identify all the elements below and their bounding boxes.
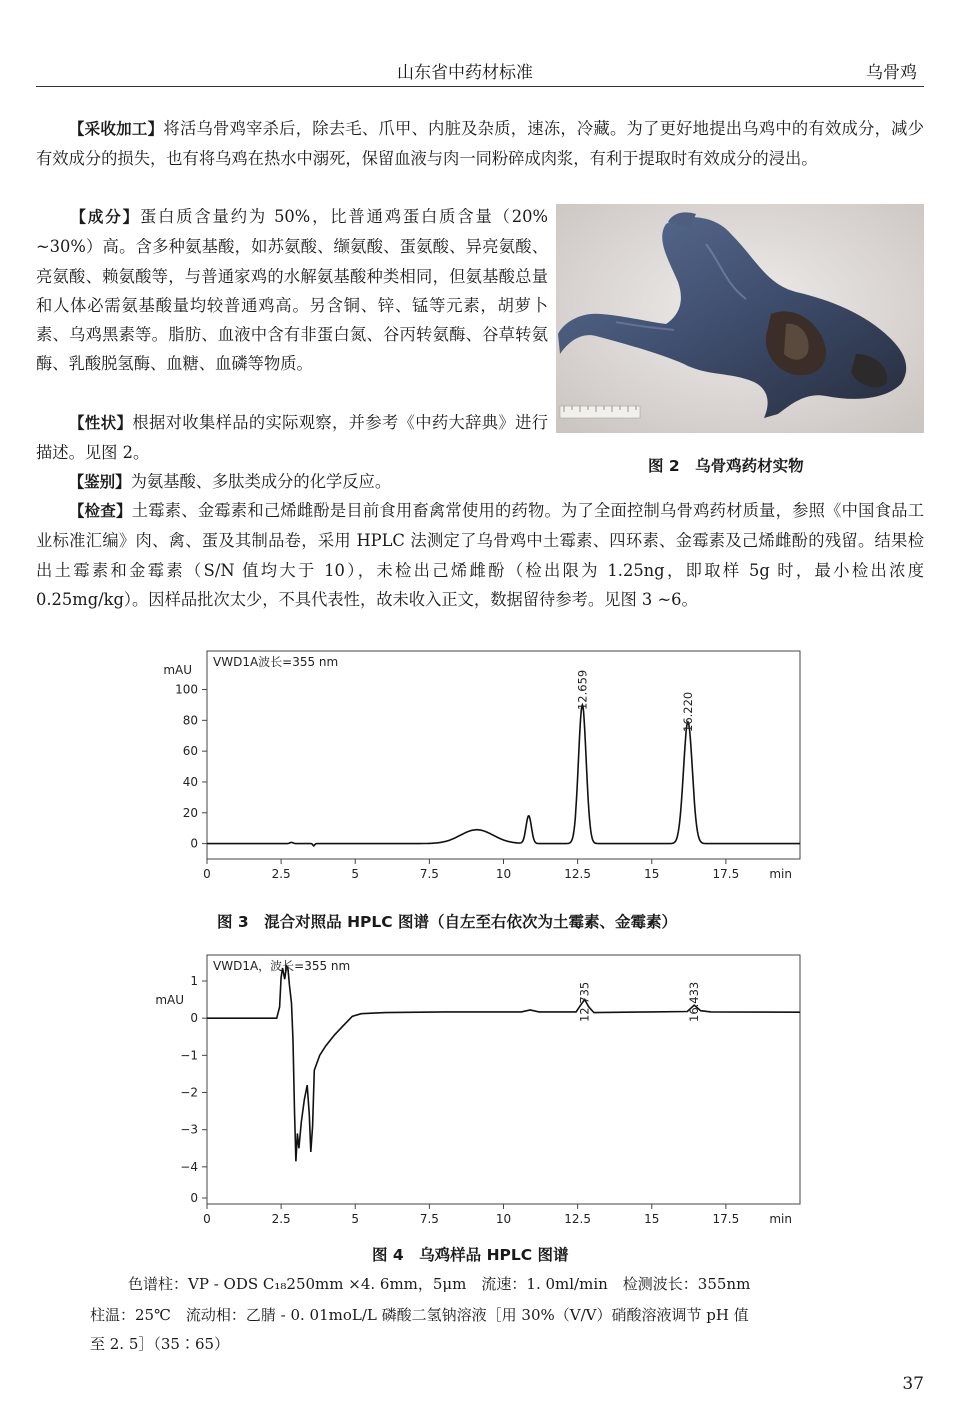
chart2-peak-label: 16.433 <box>687 981 702 1022</box>
chart1-title: VWD1A波长=355 nm <box>213 655 339 669</box>
tag-jiancha: 【检查】 <box>68 502 132 520</box>
chart1-frame <box>207 651 800 859</box>
condition-line-1: 色谱柱：VP - ODS C₁₈250mm ×4. 6mm，5μm 流速：1. 0ml/min 检测波长：355nm <box>128 1275 751 1293</box>
chart2-frame <box>207 955 800 1204</box>
chart1-peak-label: 16.220 <box>680 691 695 732</box>
paragraph-jianbie <box>36 467 548 497</box>
figure4-caption: 图 4 乌鸡样品 HPLC 图谱 <box>372 1246 569 1264</box>
chart2-ytick-label: −2 <box>180 1085 198 1100</box>
text-caishou: 将活乌骨鸡宰杀后，除去毛、爪甲、内脏及杂质，速冻，冷藏。为了更好地提出乌鸡中的有效成分，减少有效成分的损失，也有将乌鸡在热水中溺死，保留血液与肉一同粉碎成肉浆，有利于提取时有效成分的浸出。 <box>36 119 924 169</box>
hplc-chart-standard <box>150 648 810 898</box>
chart2-ytick-label: 0 <box>190 1011 198 1026</box>
text-xingzhuang: 根据对收集样品的实际观察，并参考《中药大辞典》进行描述。见图 2。 <box>36 413 548 463</box>
hplc-chart-sample <box>150 952 810 1232</box>
chart1-xtick-label: 12.5 <box>564 867 591 881</box>
paragraph-xingzhuang <box>36 408 548 468</box>
chart2-peak-label: 12.735 <box>577 981 592 1022</box>
tag-jianbie: 【鉴别】 <box>68 473 131 491</box>
chart1-ytick-label: 80 <box>182 713 198 728</box>
chart1-ytick-label: 40 <box>182 774 198 789</box>
chart2-trace <box>207 966 800 1161</box>
chart1-xtick-label: 0 <box>203 867 211 881</box>
text-jiancha: 土霉素、金霉素和己烯雌酚是目前食用畜禽常使用的药物。为了全面控制乌骨鸡药材质量，参照《中国食品工业标准汇编》肉、禽、蛋及其制品卷，采用 HPLC 法测定了乌骨鸡中土霉素、四环素、金霉素及己烯雌酚的残留。结果检出土霉素和金霉素（S/N 值均大于 10），未检出己烯雌酚（检出限为 1.25ng，即取样 5g 时，最小检出浓度 0.25mg/kg）。因样品批次太少，不具代表性，故未收入正文，数据留待参考。见图 3 ~6。 <box>36 501 924 609</box>
running-header-title: 山东省中药材标准 <box>397 63 533 83</box>
chart2-xtick-label: 12.5 <box>564 1212 591 1226</box>
text-chengfen: 蛋白质含量约为 50%，比普通鸡蛋白质含量（20% ~30%）高。含多种氨基酸，如苏氨酸、缬氨酸、蛋氨酸、异亮氨酸、亮氨酸、赖氨酸等，与普通家鸡的水解氨基酸种类相同，但氨基酸总量和人体必需氨基酸量均较普通鸡高。另含铜、锌、锰等元素，胡萝卜素、乌鸡黑素等。脂肪、血液中含有非蛋白氮、谷丙转氨酶、谷草转氨酶、乳酸脱氢酶、血糖、血磷等物质。 <box>36 207 548 374</box>
text-jianbie: 为氨基酸、多肽类成分的化学反应。 <box>130 472 392 491</box>
tag-xingzhuang: 【性状】 <box>68 414 133 432</box>
header-rule <box>36 86 924 87</box>
chart1-ylabel: mAU <box>163 663 192 677</box>
chart1-xtick-label: 7.5 <box>419 867 439 881</box>
chart1-xtick-label: 5 <box>351 867 360 881</box>
chart1-peak-label: 12.659 <box>575 669 590 710</box>
condition-line-3: 至 2. 5］（35∶65） <box>90 1335 230 1353</box>
figure2-caption: 图 2 乌骨鸡药材实物 <box>648 457 804 475</box>
chart2-xtick-label: 2.5 <box>271 1212 291 1226</box>
chart2-xtick-label: 15 <box>644 1212 660 1226</box>
chart2-ytick-label: −1 <box>180 1048 198 1063</box>
black-chicken-photo <box>556 204 924 433</box>
paragraph-chengfen <box>36 202 548 379</box>
tag-chengfen: 【成分】 <box>68 208 140 226</box>
chart1-ytick-label: 20 <box>182 805 198 820</box>
chart1-xtick-label: 17.5 <box>712 867 740 881</box>
running-header-section: 乌骨鸡 <box>866 63 917 83</box>
chart1-xlabel: min <box>769 867 792 881</box>
chart2-ylabel: mAU <box>155 993 184 1007</box>
paragraph-jiancha <box>36 496 924 614</box>
paragraph-caishou <box>36 114 924 174</box>
figure3-caption: 图 3 混合对照品 HPLC 图谱（自左至右依次为土霉素、金霉素） <box>217 913 678 931</box>
chart2-xtick-label: 7.5 <box>419 1212 439 1226</box>
chart2-xtick-label: 10 <box>495 1212 512 1226</box>
chart1-ytick-label: 60 <box>182 744 198 759</box>
chart2-ytick-label: 1 <box>190 974 198 989</box>
chart2-xtick-label: 0 <box>203 1212 211 1226</box>
chart2-ytick-label: 0 <box>190 1191 198 1205</box>
chart2-title: VWD1A，波长=355 nm <box>213 959 351 973</box>
chart2-xtick-label: 17.5 <box>712 1212 740 1226</box>
page-number: 37 <box>902 1374 924 1394</box>
chart1-xtick-label: 2.5 <box>271 867 291 881</box>
chart1-ytick-label: 0 <box>190 836 198 851</box>
chart2-xtick-label: 5 <box>351 1212 360 1226</box>
chart2-ytick-label: −3 <box>180 1122 198 1137</box>
tag-caishou: 【采收加工】 <box>68 120 164 138</box>
condition-line-2: 柱温：25℃ 流动相：乙腈 - 0. 01moL/L 磷酸二氢钠溶液［用 30%（V/V）硝酸溶液调节 pH 值 <box>90 1306 749 1324</box>
chart1-xtick-label: 15 <box>644 867 660 881</box>
chart2-xlabel: min <box>769 1212 792 1226</box>
chart2-ytick-label: −4 <box>180 1159 198 1174</box>
chart1-ytick-label: 100 <box>175 682 198 697</box>
chart1-trace <box>207 705 800 846</box>
chart1-xtick-label: 10 <box>495 867 512 881</box>
